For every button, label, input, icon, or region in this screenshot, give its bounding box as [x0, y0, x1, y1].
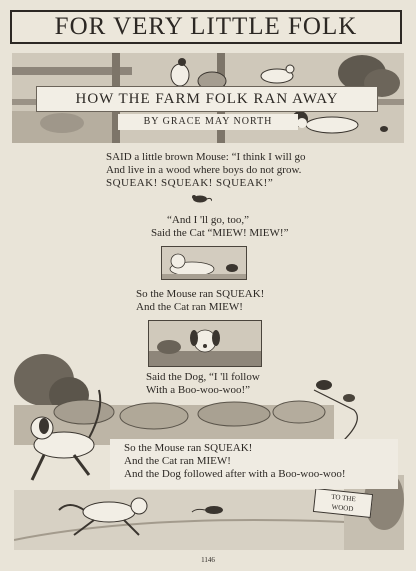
stanza-1: [106, 151, 306, 190]
stanza-line: Said the Dog, “I 'll follow: [146, 371, 260, 383]
story-title-box: [36, 86, 378, 112]
signpost-text: WOOD: [331, 502, 354, 514]
stanza-line: Said the Cat “MIEW! MIEW!”: [151, 227, 289, 239]
signpost-text: TO THE: [330, 492, 357, 504]
stanza-line: And the Cat ran MIEW!: [124, 455, 231, 467]
page-number: 1146: [201, 556, 215, 564]
stanza-line: And live in a wood where boys do not grow.: [106, 164, 302, 176]
cat-icon: [162, 247, 246, 279]
stanza-line: With a Boo-woo-woo!”: [146, 384, 251, 396]
stanza-5: [110, 439, 398, 489]
stanza-line: So the Mouse ran SQUEAK!: [136, 288, 265, 300]
stanza-line: And the Cat ran MIEW!: [136, 301, 243, 313]
stanza-3: [136, 288, 264, 314]
stanza-line: “And I 'll go, too,”: [167, 214, 250, 226]
story-byline: BY GRACE MAY NORTH: [118, 114, 298, 130]
stanza-line: And the Dog followed after with a Boo-woo-woo!: [124, 468, 346, 480]
stanza-line: SQUEAK! SQUEAK! SQUEAK!”: [106, 177, 274, 189]
stanza-line: So the Mouse ran SQUEAK!: [124, 442, 253, 454]
story-title: HOW THE FARM FOLK RAN AWAY: [75, 90, 339, 107]
stanza-line: SAID a little brown Mouse: “I think I will go: [106, 151, 306, 163]
stanza-2: [151, 214, 288, 240]
cat-and-mouse-picture: [161, 246, 247, 280]
banner-title: FOR VERY LITTLE FOLK: [54, 13, 358, 40]
mouse-icon: [190, 193, 212, 203]
section-banner: [10, 10, 402, 44]
